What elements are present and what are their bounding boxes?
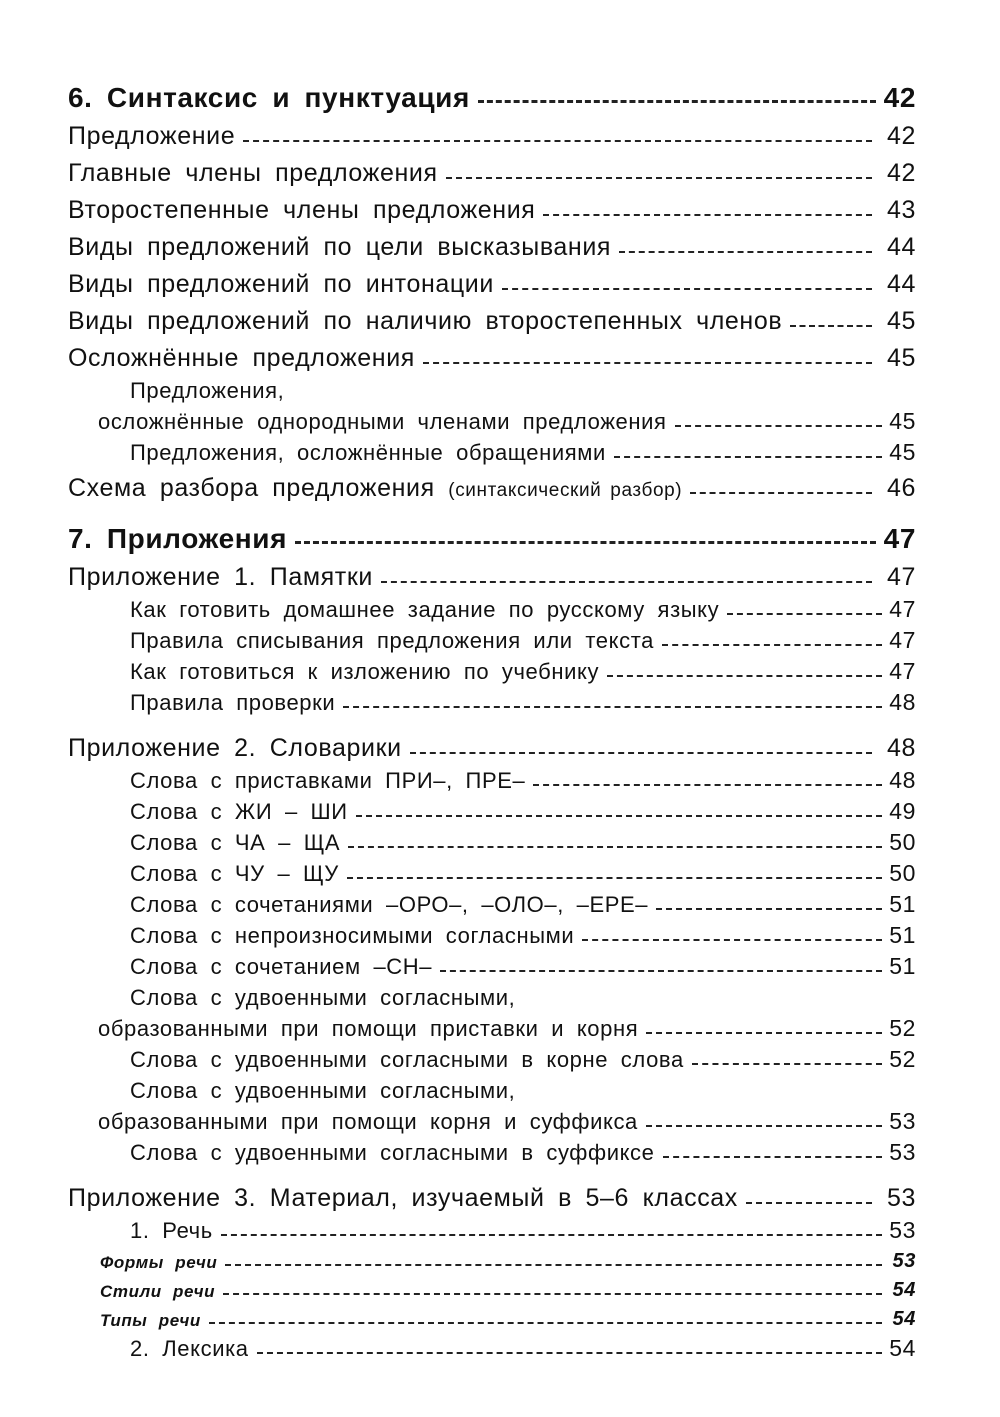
- page-number: 51: [889, 891, 916, 917]
- toc-subentry[interactable]: [68, 623, 916, 654]
- page-number: 48: [886, 734, 916, 762]
- leader-dashes: [478, 100, 876, 103]
- entry-title: Слова с сочетаниями –ОРО–, –ОЛО–, –ЕРЕ–: [130, 892, 649, 917]
- toc-subentry[interactable]: [68, 856, 916, 887]
- page-number: 47: [886, 563, 916, 591]
- page-number: 44: [886, 233, 916, 261]
- toc-subentry[interactable]: [68, 1135, 916, 1166]
- page-number: 54: [889, 1335, 916, 1361]
- leader-dashes: [295, 541, 876, 544]
- leader-dashes: [619, 251, 872, 253]
- toc-subentry[interactable]: [68, 1104, 916, 1135]
- toc-subsubentry[interactable]: [68, 1302, 916, 1331]
- toc-subentry[interactable]: [68, 592, 916, 623]
- toc-subentry[interactable]: [68, 887, 916, 918]
- toc-entry[interactable]: [68, 336, 916, 373]
- page-number: 50: [889, 829, 916, 855]
- entry-title: Предложения,: [130, 378, 285, 403]
- entry-title: Приложение 2. Словарики: [68, 734, 402, 762]
- entry-title: Слова с удвоенными согласными,: [130, 1078, 516, 1103]
- entry-title: Слова с сочетанием –СН–: [130, 954, 433, 979]
- entry-title: Приложение 1. Памятки: [68, 563, 373, 591]
- entry-title: 1. Речь: [130, 1218, 213, 1243]
- toc-entry[interactable]: [68, 466, 916, 503]
- page-number: 51: [889, 922, 916, 948]
- page-number: 45: [889, 408, 916, 434]
- toc-subentry-heading: [68, 373, 916, 404]
- toc-subentry[interactable]: [68, 763, 916, 794]
- page-number: 53: [892, 1250, 916, 1272]
- leader-dashes: [423, 362, 872, 364]
- entry-title: Схема разбора предложения (синтаксический разбор): [68, 474, 683, 502]
- page-number: 42: [886, 122, 916, 150]
- page-number: 48: [889, 689, 916, 715]
- toc-entry[interactable]: [68, 114, 916, 151]
- entry-title: Предложение: [68, 122, 236, 150]
- entry-title: Слова с удвоенными согласными,: [130, 985, 516, 1010]
- page-number: 49: [889, 798, 916, 824]
- page-number: 54: [892, 1279, 916, 1301]
- leader-dashes: [663, 1156, 883, 1158]
- leader-dashes: [348, 846, 882, 848]
- leader-dashes: [607, 675, 882, 677]
- toc-entry[interactable]: [68, 188, 916, 225]
- entry-note: (синтаксический разбор): [448, 480, 683, 501]
- page-number: 45: [889, 439, 916, 465]
- page-number: 42: [886, 159, 916, 187]
- page-number: 46: [886, 474, 916, 502]
- leader-dashes: [257, 1352, 882, 1354]
- page-number: 47: [889, 658, 916, 684]
- leader-dashes: [746, 1202, 872, 1204]
- entry-title: Правила списывания предложения или текста: [130, 628, 654, 653]
- toc-subentry[interactable]: [68, 654, 916, 685]
- page-number: 48: [889, 767, 916, 793]
- page-number: 54: [892, 1308, 916, 1330]
- leader-dashes: [646, 1032, 882, 1034]
- toc-subentry[interactable]: [68, 918, 916, 949]
- section-heading[interactable]: [68, 515, 916, 555]
- toc-subentry[interactable]: [68, 1011, 916, 1042]
- page-number: 50: [889, 860, 916, 886]
- entry-title: Как готовиться к изложению по учебнику: [130, 659, 600, 684]
- leader-dashes: [543, 214, 872, 216]
- table-of-contents: [68, 70, 916, 1362]
- toc-subentry[interactable]: [68, 435, 916, 466]
- section-title: 7. Приложения: [68, 523, 288, 554]
- entry-title: Главные члены предложения: [68, 159, 438, 187]
- toc-entry[interactable]: [68, 299, 916, 336]
- toc-entry[interactable]: [68, 151, 916, 188]
- page-number: 53: [889, 1108, 916, 1134]
- leader-dashes: [502, 288, 872, 290]
- leader-dashes: [221, 1234, 882, 1236]
- leader-dashes: [533, 784, 882, 786]
- section-title: 6. Синтаксис и пунктуация: [68, 82, 470, 113]
- leader-dashes: [656, 908, 882, 910]
- entry-title: Слова с ЖИ – ШИ: [130, 799, 348, 824]
- leader-dashes: [223, 1293, 882, 1295]
- leader-dashes: [662, 644, 882, 646]
- entry-title: Осложнённые предложения: [68, 344, 415, 372]
- leader-dashes: [209, 1322, 882, 1324]
- page-number: 42: [883, 82, 916, 113]
- leader-dashes: [225, 1264, 882, 1266]
- page-number: 51: [889, 953, 916, 979]
- toc-entry[interactable]: [68, 262, 916, 299]
- entry-title: Приложение 3. Материал, изучаемый в 5–6 классах: [68, 1184, 738, 1212]
- leader-dashes: [692, 1063, 882, 1065]
- leader-dashes: [727, 613, 882, 615]
- toc-subentry-heading: [68, 1073, 916, 1104]
- page-number: 47: [883, 523, 916, 554]
- leader-dashes: [440, 970, 882, 972]
- entry-title: Слова с удвоенными согласными в корне слова: [130, 1047, 684, 1072]
- entry-title: Слова с ЧУ – ЩУ: [130, 861, 339, 886]
- entry-title: Виды предложений по цели высказывания: [68, 233, 612, 261]
- page-number: 52: [889, 1046, 916, 1072]
- toc-subsubentry[interactable]: [68, 1273, 916, 1302]
- leader-dashes: [243, 140, 872, 142]
- section-heading[interactable]: [68, 74, 916, 114]
- toc-entry[interactable]: [68, 225, 916, 262]
- leader-dashes: [690, 492, 872, 494]
- entry-title: осложнённые однородными членами предложения: [98, 409, 667, 434]
- page-number: 53: [889, 1217, 916, 1243]
- toc-subentry[interactable]: [68, 1042, 916, 1073]
- page-number: 45: [886, 344, 916, 372]
- toc-subentry[interactable]: [68, 794, 916, 825]
- entry-title: Виды предложений по интонации: [68, 270, 494, 298]
- entry-title: Формы речи: [100, 1253, 218, 1272]
- leader-dashes: [356, 815, 882, 817]
- toc-subentry[interactable]: [68, 1213, 916, 1244]
- toc-subentry[interactable]: [68, 404, 916, 435]
- leader-dashes: [675, 425, 882, 427]
- leader-dashes: [790, 325, 872, 327]
- page-number: 43: [886, 196, 916, 224]
- entry-title: Слова с непроизносимыми согласными: [130, 923, 575, 948]
- entry-title: 2. Лексика: [130, 1336, 249, 1361]
- toc-subentry[interactable]: [68, 825, 916, 856]
- toc-entry[interactable]: [68, 1176, 916, 1213]
- leader-dashes: [347, 877, 882, 879]
- entry-title: Второстепенные члены предложения: [68, 196, 536, 224]
- entry-title: Виды предложений по наличию второстепенных членов: [68, 307, 783, 335]
- entry-title: Стили речи: [100, 1282, 216, 1301]
- toc-subentry[interactable]: [68, 949, 916, 980]
- page-number: 52: [889, 1015, 916, 1041]
- entry-title: Слова с удвоенными согласными в суффиксе: [130, 1140, 655, 1165]
- leader-dashes: [582, 939, 882, 941]
- entry-title: Типы речи: [100, 1311, 201, 1330]
- leader-dashes: [646, 1125, 882, 1127]
- entry-title: Слова с ЧА – ЩА: [130, 830, 341, 855]
- toc-subsubentry[interactable]: [68, 1244, 916, 1273]
- page-number: 53: [886, 1184, 916, 1212]
- toc-subentry[interactable]: [68, 685, 916, 716]
- leader-dashes: [343, 706, 882, 708]
- page-number: 44: [886, 270, 916, 298]
- toc-subentry[interactable]: [68, 1331, 916, 1362]
- toc-entry[interactable]: [68, 726, 916, 763]
- toc-entry[interactable]: [68, 555, 916, 592]
- leader-dashes: [614, 456, 882, 458]
- entry-title: Предложения, осложнённые обращениями: [130, 440, 606, 465]
- leader-dashes: [381, 581, 872, 583]
- page-number: 47: [889, 627, 916, 653]
- entry-title: образованными при помощи корня и суффикса: [98, 1109, 638, 1134]
- leader-dashes: [446, 177, 872, 179]
- entry-title: Слова с приставками ПРИ–, ПРЕ–: [130, 768, 526, 793]
- entry-title: Правила проверки: [130, 690, 336, 715]
- page-number: 47: [889, 596, 916, 622]
- entry-title: образованными при помощи приставки и корня: [98, 1016, 639, 1041]
- page-number: 53: [889, 1139, 916, 1165]
- toc-subentry-heading: [68, 980, 916, 1011]
- leader-dashes: [410, 752, 872, 754]
- entry-title: Как готовить домашнее задание по русскому языку: [130, 597, 720, 622]
- page-number: 45: [886, 307, 916, 335]
